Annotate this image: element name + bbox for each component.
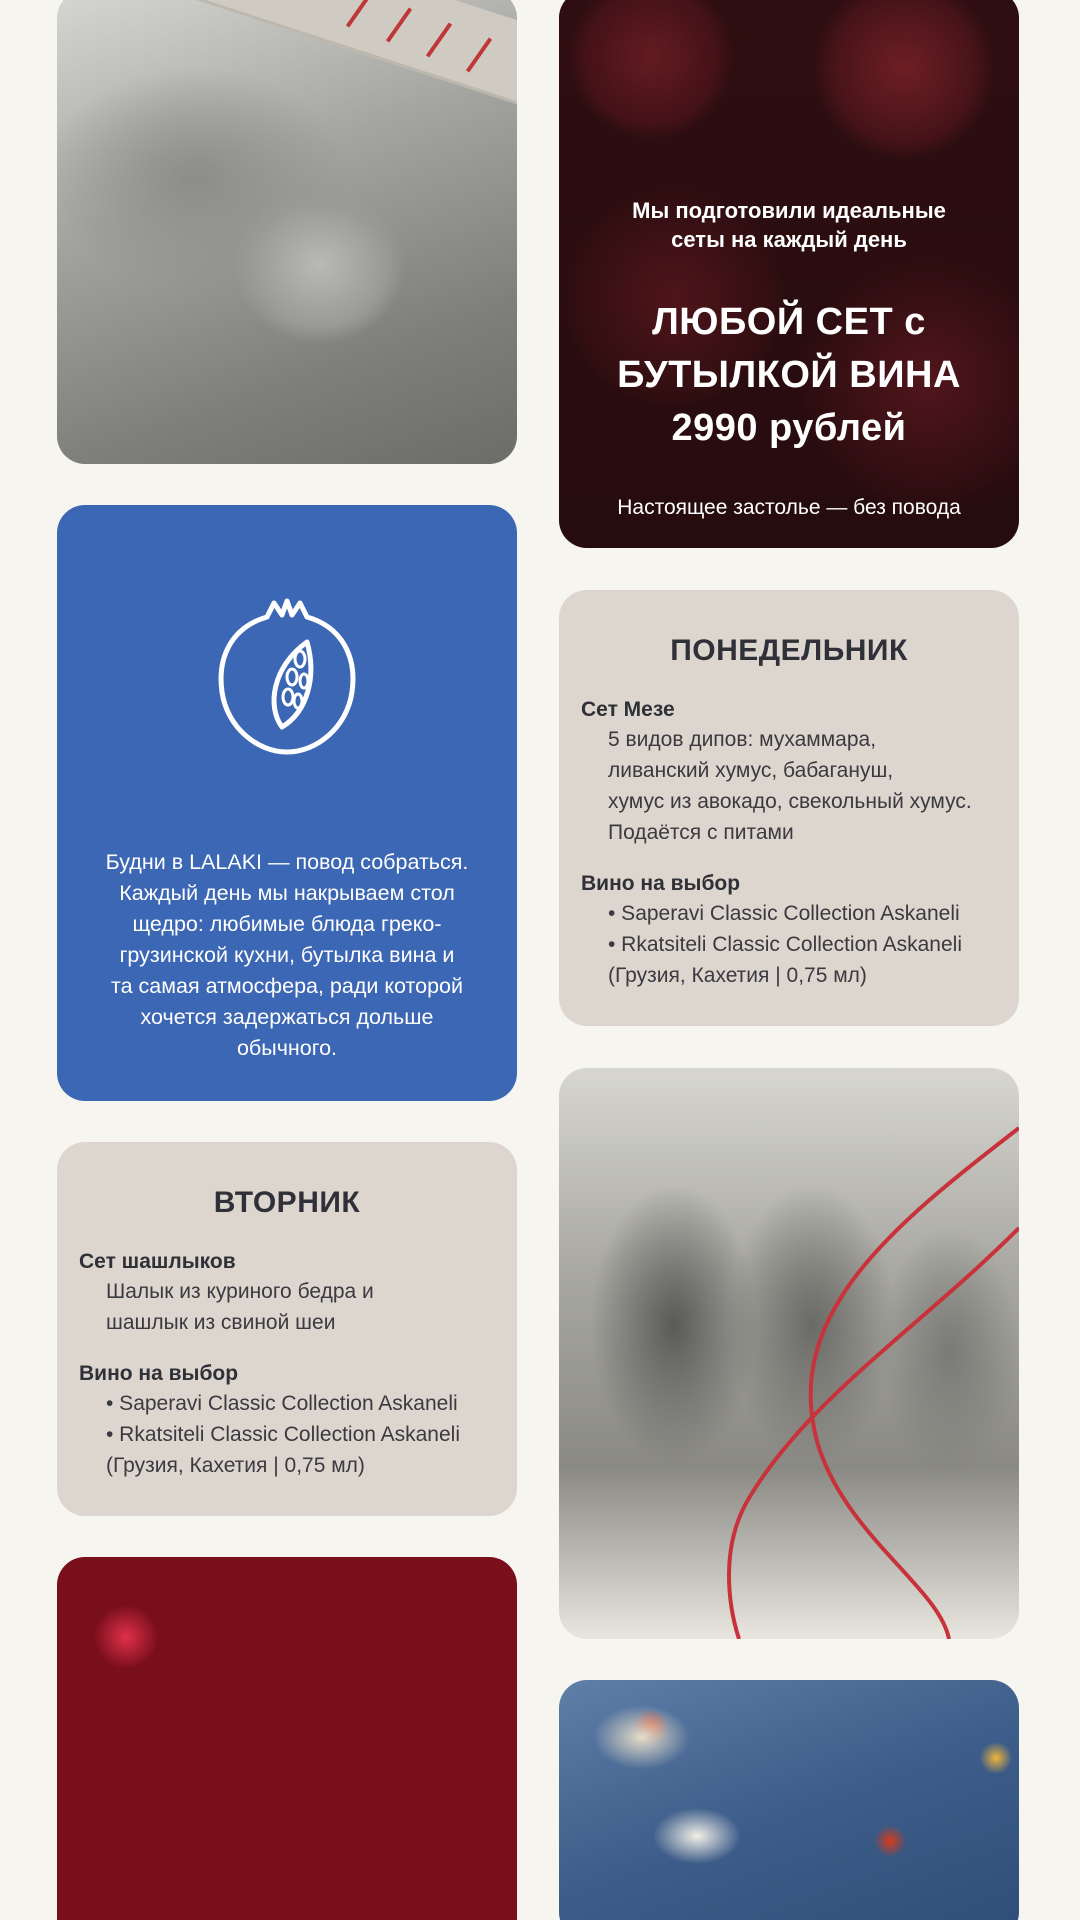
- wine-origin-note: (Грузия, Кахетия | 0,75 мл): [106, 1454, 365, 1477]
- promo-headline-line: БУТЫЛКОЙ ВИНА: [617, 354, 961, 396]
- promo-price: 2990 рублей: [671, 407, 907, 449]
- wine-origin-note: (Грузия, Кахетия | 0,75 мл): [608, 964, 867, 987]
- red-thread-decoration: [559, 1068, 1019, 1639]
- wine-label: Вино на выбор: [79, 1362, 239, 1385]
- promo-subtitle-line: Мы подготовили идеальные: [632, 198, 946, 223]
- set-description: 5 видов дипов: мухаммара,: [608, 728, 877, 751]
- intro-line: Каждый день мы накрываем стол: [119, 881, 455, 905]
- table-setting-photo: [559, 1680, 1019, 1920]
- wine-option: • Saperavi Classic Collection Askaneli: [608, 902, 960, 925]
- intro-line: та самая атмосфера, ради которой: [111, 974, 463, 998]
- promo-subtitle: [559, 196, 1019, 254]
- wine-label: Вино на выбор: [581, 872, 741, 895]
- intro-line: обычного.: [236, 1036, 338, 1060]
- dancers-photo: [559, 1068, 1019, 1639]
- paper-sheet-decoration: [175, 0, 517, 123]
- promo-banner[interactable]: [559, 0, 1019, 548]
- promo-headline: [559, 296, 1019, 455]
- tuesday-menu-card: [57, 1142, 517, 1516]
- intro-card: [57, 505, 517, 1101]
- tuesday-title: ВТОРНИК: [213, 1186, 361, 1219]
- set-description: Подаётся с питами: [608, 821, 794, 844]
- pomegranate-seeds-photo: [57, 1557, 517, 1920]
- wine-option: • Saperavi Classic Collection Askaneli: [106, 1392, 458, 1415]
- promo-headline-line: ЛЮБОЙ СЕТ с: [652, 301, 926, 343]
- wine-option: • Rkatsiteli Classic Collection Askaneli: [106, 1423, 460, 1446]
- intro-line: грузинской кухни, бутылка вина и: [119, 943, 455, 967]
- set-description: ливанский хумус, бабагануш,: [608, 759, 894, 782]
- intro-line: хочется задержаться дольше: [140, 1005, 434, 1029]
- pomegranate-photo: [57, 0, 517, 464]
- promo-tagline: Настоящее застолье — без повода: [617, 496, 961, 519]
- wine-option: • Rkatsiteli Classic Collection Askaneli: [608, 933, 962, 956]
- set-description: шашлык из свиной шеи: [106, 1311, 336, 1334]
- intro-line: Будни в LALAKI — повод собраться.: [105, 850, 469, 874]
- promo-subtitle-line: сеты на каждый день: [671, 227, 907, 252]
- intro-text: [93, 847, 481, 1064]
- intro-line: щедро: любимые блюда греко-: [132, 912, 442, 936]
- set-description: Шалык из куриного бедра и: [106, 1280, 374, 1303]
- pomegranate-icon: [212, 597, 362, 757]
- monday-title: ПОНЕДЕЛЬНИК: [670, 634, 908, 667]
- set-description: хумус из авокадо, свекольный хумус.: [608, 790, 972, 813]
- set-label: Сет шашлыков: [79, 1250, 236, 1273]
- set-label: Сет Мезе: [581, 698, 675, 721]
- monday-menu-card: [559, 590, 1019, 1026]
